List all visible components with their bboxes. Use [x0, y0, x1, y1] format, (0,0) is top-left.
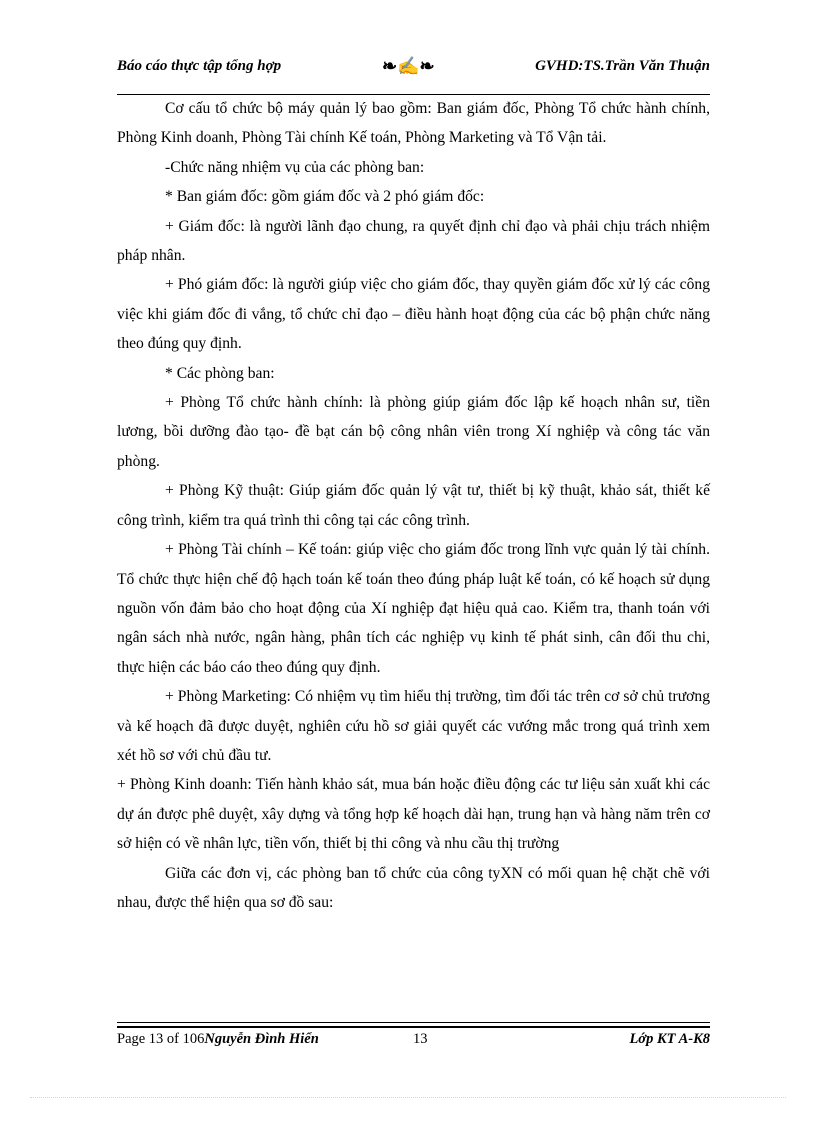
page-header — [117, 58, 710, 80]
footer-rule-thin — [117, 1022, 710, 1023]
paragraph: + Phòng Tài chính – Kế toán: giúp việc cho giám đốc trong lĩnh vực quản lý tài chính. Tổ chức thực hiện chế độ hạch toán kế toán theo đúng pháp luật kế toán, có kế hoạch sử dụng nguồn vốn đảm bảo cho hoạt động của Xí nghiệp đạt hiệu quả cao. Kiểm tra, thanh toán với ngân sách nhà nước, ngân hàng, phân tích các nghiệp vụ kinh tế phát sinh, cân đối thu chi, thực hiện các báo cáo theo đúng quy định. — [117, 541, 710, 676]
paragraph: + Phòng Tổ chức hành chính: là phòng giúp giám đốc lập kế hoạch nhân sư, tiền lương, bồi dưỡng đào tạo- đề bạt cán bộ công nhân viên trong Xí nghiệp và công tác văn phòng. — [117, 394, 710, 470]
paragraph: + Phó giám đốc: là người giúp việc cho giám đốc, thay quyền giám đốc xử lý các công việc khi giám đốc đi vắng, tổ chức chỉ đạo – điều hành hoạt động của các bộ phận chức năng theo đúng quy định. — [117, 276, 710, 353]
paragraph: + Phòng Marketing: Có nhiệm vụ tìm hiểu thị trường, tìm đối tác trên cơ sở chủ trương và kế hoạch đã được duyệt, nghiên cứu hồ sơ giải quyết các vướng mắc trong quá trình xem xét hồ sơ với chủ đầu tư. — [117, 688, 710, 764]
paragraph: -Chức năng nhiệm vụ của các phòng ban: — [165, 158, 425, 176]
page-footer — [117, 1031, 710, 1051]
footer-class: Lớp KT A-K8 — [629, 1031, 710, 1047]
header-ornament-icon: ❧✍❧ — [382, 56, 435, 76]
footer-page-number: 13 — [413, 1031, 428, 1047]
paragraph: + Phòng Kinh doanh: Tiến hành khảo sát, mua bán hoặc điều động các tư liệu sản xuất khi các dự án được phê duyệt, xây dựng và tổng hợp kế hoạch dài hạn, trung hạn và hàng năm trên cơ sở hiện có về nhân lực, tiền vốn, thiết bị thi công và nhu cầu thị trường — [117, 776, 710, 853]
paragraph: * Các phòng ban: — [165, 364, 275, 382]
header-report-title: Báo cáo thực tập tổng hợp — [117, 58, 282, 74]
paragraph: Giữa các đơn vị, các phòng ban tổ chức của công tyXN có mối quan hệ chặt chẽ với nhau, được thể hiện qua sơ đồ sau: — [117, 864, 710, 911]
header-supervisor: GVHD:TS.Trần Văn Thuận — [535, 58, 710, 74]
footer-page-count: Page 13 of 106 — [117, 1031, 205, 1047]
page-edge-dots — [30, 1097, 786, 1098]
footer-author: Nguyễn Đình Hiển — [204, 1031, 319, 1047]
paragraph: * Ban giám đốc: gồm giám đốc và 2 phó giám đốc: — [165, 188, 485, 206]
document-body — [117, 94, 710, 917]
footer-rule-thick — [117, 1026, 710, 1028]
paragraph: + Phòng Kỹ thuật: Giúp giám đốc quản lý vật tư, thiết bị kỹ thuật, khảo sát, thiết kế công trình, kiểm tra quá trình thi công tại các công trình. — [117, 482, 710, 529]
paragraph: + Giám đốc: là người lãnh đạo chung, ra quyết định chỉ đạo và phải chịu trách nhiệm pháp nhân. — [117, 217, 710, 265]
footer-page-info — [117, 1031, 319, 1048]
paragraph: Cơ cấu tổ chức bộ máy quản lý bao gồm: Ban giám đốc, Phòng Tổ chức hành chính, Phòng Kinh doanh, Phòng Tài chính Kế toán, Phòng Marketing và Tổ Vận tải. — [117, 100, 710, 147]
